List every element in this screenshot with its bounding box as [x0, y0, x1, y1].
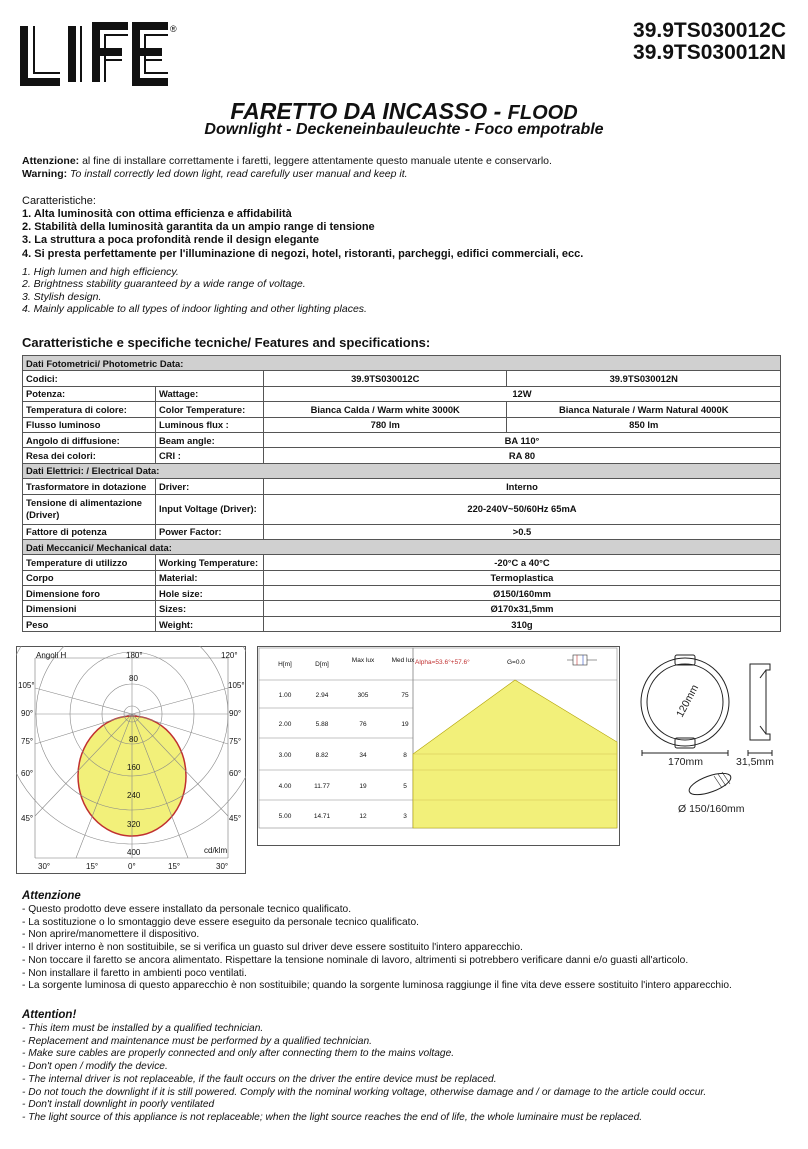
list-item: - Non installare il faretto in ambienti poco ventilati.	[22, 967, 247, 979]
list-item: - The internal driver is not replaceable, if the fault occurs on the driver the entire device must be replaced.	[22, 1073, 497, 1085]
codici-label: Codici:	[23, 371, 264, 386]
attenzione-heading: Attenzione	[22, 890, 81, 902]
attenzione-text: al fine di installare correttamente i faretti, leggere attentamente questo manuale utente e conservarlo.	[79, 155, 552, 167]
row-label-it: Dimensione foro	[23, 586, 156, 601]
product-codes	[633, 20, 786, 64]
table-row	[23, 386, 781, 401]
polar-bottom-label: 0°	[128, 862, 136, 871]
title-main: FARETTO DA INCASSO -	[230, 98, 508, 124]
illum-cell: 19	[359, 783, 367, 790]
attenzione-list	[22, 904, 792, 993]
illum-cell: 8.82	[315, 752, 329, 759]
polar-ring-label: 80	[129, 674, 138, 683]
row-value-c: Bianca Calda / Warm white 3000K	[263, 402, 507, 417]
feature-it-item: 4. Si presta perfettamente per l'illuminazione di negozi, hotel, ristoranti, parcheggi, edifici commerciali, ecc.	[22, 247, 584, 260]
row-label-it: Potenza:	[23, 386, 156, 401]
row-label-en: Working Temperature:	[155, 555, 263, 570]
electrical-header: Dati Elettrici: / Electrical Data:	[23, 463, 781, 478]
polar-bottom-label: 15°	[168, 862, 181, 871]
table-row	[23, 570, 781, 585]
title-small: FLOOD	[507, 102, 578, 124]
features-heading: Caratteristiche:	[22, 195, 96, 207]
table-row	[23, 402, 781, 417]
illum-cell: 8	[403, 752, 407, 759]
code-n-cell: 39.9TS030012N	[507, 371, 781, 386]
illum-cell: 5.00	[278, 813, 292, 820]
list-item: - La sorgente luminosa di questo apparecchio è non sostituibile; quando la sorgente luminosa raggiunge il fine vita deve essere sostituito l'intero apparecchio.	[22, 980, 732, 992]
polar-side-label: 75°	[21, 737, 34, 746]
row-label-en: Sizes:	[155, 601, 263, 616]
row-label-en: Hole size:	[155, 586, 263, 601]
row-label-en: Driver:	[155, 479, 263, 494]
row-value: Termoplastica	[263, 570, 780, 585]
illum-cell: 11.77	[314, 783, 330, 790]
hole-label: Ø 150/160mm	[678, 803, 745, 815]
list-item: - Don't open / modify the device.	[22, 1061, 168, 1073]
polar-ring-label: 240	[127, 791, 141, 800]
features-list-it	[22, 208, 583, 261]
illum-cell: 76	[359, 721, 367, 728]
illum-header: H[m]	[278, 661, 292, 668]
feature-en-item: 3. Stylish design.	[22, 290, 102, 303]
row-value-c: 780 lm	[263, 417, 507, 432]
row-label-it: Angolo di diffusione:	[23, 432, 156, 447]
table-row	[23, 417, 781, 432]
row-label-it: Peso	[23, 616, 156, 631]
row-label-en: Input Voltage (Driver):	[155, 494, 263, 524]
polar-side-label: 90°	[229, 709, 242, 718]
polar-side-label: 60°	[21, 769, 34, 778]
polar-side-label: 75°	[229, 737, 242, 746]
row-value: BA 110°	[263, 432, 780, 447]
feature-it-item: 3. La struttura a poca profondità rende il design elegante	[22, 234, 320, 247]
list-item: - Do not touch the downlight if it is still powered. Comply with the nominal working voltage, otherwise damage and / or damage to the article could occur.	[22, 1086, 707, 1098]
illum-cell: 14.71	[313, 813, 331, 820]
row-label-it: Flusso luminoso	[23, 417, 156, 432]
row-label-it: Dimensioni	[23, 601, 156, 616]
product-code-n: 39.9TS030012N	[633, 41, 786, 64]
feature-it-item: 1. Alta luminosità con ottima efficienza e affidabilità	[22, 208, 292, 220]
warning-text: To install correctly led down light, read carefully user manual and keep it.	[67, 167, 408, 180]
list-item: - The light source of this appliance is not replaceable; when the light source reaches the end of life, the whole luminaire must be replaced.	[22, 1111, 643, 1123]
polar-side-label: 60°	[229, 769, 242, 778]
polar-side-label: 45°	[21, 814, 34, 823]
table-row	[23, 448, 781, 463]
illum-header: D[m]	[315, 661, 329, 668]
list-item: - This item must be installed by a qualified technician.	[22, 1023, 264, 1034]
specs-heading: Caratteristiche e specifiche tecniche/ Features and specifications:	[22, 335, 431, 350]
row-label-it: Trasformatore in dotazione	[23, 479, 156, 494]
illum-cell: 3.00	[278, 752, 292, 759]
attention-heading: Attention!	[22, 1009, 77, 1021]
polar-unit: cd/klm	[204, 846, 228, 855]
illum-cell: 4.00	[278, 783, 292, 790]
row-value: Ø150/160mm	[263, 586, 780, 601]
row-value-n: 850 lm	[507, 417, 781, 432]
illum-cell: 75	[401, 692, 409, 699]
polar-top-label: 180°	[126, 651, 143, 660]
row-value: Ø170x31,5mm	[263, 601, 780, 616]
polar-bottom-label: 30°	[38, 862, 51, 871]
row-value: RA 80	[263, 448, 780, 463]
feature-en-item: 2. Brightness stability guaranteed by a wide range of voltage.	[22, 278, 306, 291]
polar-side-label: 45°	[229, 814, 242, 823]
specs-table	[22, 355, 781, 632]
table-row	[23, 524, 781, 539]
list-item: - Non toccare il faretto se ancora alimentato. Rispettare la tensione nominale di lavoro, altrimenti si potrebbero verificare danni e/o guasti all'articolo.	[22, 954, 689, 966]
attention-list	[22, 1023, 792, 1125]
polar-ring-label: 320	[127, 820, 141, 829]
row-value-n: Bianca Naturale / Warm Natural 4000K	[507, 402, 781, 417]
row-value: Interno	[263, 479, 780, 494]
row-label-en: Beam angle:	[155, 432, 263, 447]
row-label-en: Color Temperature:	[155, 402, 263, 417]
polar-top-label: 120°	[221, 651, 238, 660]
table-row	[23, 601, 781, 616]
polar-title: Angoli H	[36, 651, 67, 660]
row-label-en: Weight:	[155, 616, 263, 631]
table-row	[23, 494, 781, 524]
polar-side-label: 90°	[21, 709, 34, 718]
polar-ring-label: 80	[129, 735, 138, 744]
mechanical-header: Dati Meccanici/ Mechanical data:	[23, 539, 781, 554]
row-label-it: Corpo	[23, 570, 156, 585]
feature-it-item: 2. Stabilità della luminosità garantita da un ampio range di tensione	[22, 221, 375, 234]
row-value: 310g	[263, 616, 780, 631]
table-row	[23, 586, 781, 601]
warning-label: Warning:	[22, 167, 68, 180]
features-list-en	[22, 266, 367, 316]
row-label-it: Fattore di potenza	[23, 524, 156, 539]
table-row	[23, 616, 781, 631]
row-label-en: Wattage:	[155, 386, 263, 401]
intro-text	[22, 155, 792, 180]
table-row	[23, 432, 781, 447]
illum-cell: 2.00	[278, 721, 292, 728]
row-label-en: CRI :	[155, 448, 263, 463]
code-c-cell: 39.9TS030012C	[263, 371, 507, 386]
list-item: - Don't install downlight in poorly ventilated	[22, 1099, 215, 1111]
polar-bottom-label: 15°	[86, 862, 99, 871]
g-label: G=0.0	[507, 659, 525, 666]
list-item: - Questo prodotto deve essere installato da personale tecnico qualificato.	[22, 904, 352, 915]
feature-en-item: 4. Mainly applicable to all types of indoor lighting and other lighting places.	[22, 303, 367, 316]
illum-cell: 3	[403, 813, 407, 820]
polar-side-label: 105°	[228, 681, 245, 690]
illum-cell: 2.94	[315, 692, 329, 699]
row-label-it: Tensione di alimentazione (Driver)	[23, 494, 156, 524]
attenzione-label: Attenzione:	[22, 155, 80, 167]
row-value: >0.5	[263, 524, 780, 539]
row-value: 12W	[263, 386, 780, 401]
list-item: - Replacement and maintenance must be performed by a qualified technician.	[22, 1035, 372, 1047]
row-label-en: Luminous flux :	[155, 417, 263, 432]
life-logo	[20, 20, 180, 90]
row-label-it: Resa dei colori:	[23, 448, 156, 463]
product-code-c: 39.9TS030012C	[633, 19, 786, 42]
row-label-it: Temperatura di colore:	[23, 402, 156, 417]
illum-cell: 1.00	[278, 692, 292, 699]
row-value: 220-240V~50/60Hz 65mA	[263, 494, 780, 524]
row-label-it: Temperature di utilizzo	[23, 555, 156, 570]
illum-cell: 305	[357, 692, 369, 699]
list-item: - La sostituzione o lo smontaggio deve essere eseguito da personale tecnico qualificato.	[22, 916, 419, 928]
illum-cell: 5.88	[315, 721, 329, 728]
registered-mark: ®	[170, 24, 177, 34]
illum-cell: 34	[359, 752, 367, 759]
table-row	[23, 371, 781, 386]
dimension-drawing	[630, 650, 790, 820]
alpha-label: Alpha=53.6°+57.6°	[415, 659, 470, 666]
table-row	[23, 479, 781, 494]
list-item: - Non aprire/manomettere il dispositivo.	[22, 929, 200, 941]
list-item: - Il driver interno è non sostituibile, se si verifica un guasto sul driver deve essere sostituito l'intero apparecchio.	[22, 942, 523, 954]
row-label-en: Material:	[155, 570, 263, 585]
polar-diagram	[16, 646, 246, 874]
photometric-header: Dati Fotometrici/ Photometric Data:	[23, 356, 781, 371]
illum-cell: 5	[403, 783, 407, 790]
illum-cell: 19	[401, 721, 409, 728]
polar-side-label: 105°	[18, 681, 35, 690]
inner-diameter-label: 120mm	[674, 682, 702, 720]
list-item: - Make sure cables are properly connected and only after connecting them to the mains voltage.	[22, 1048, 455, 1060]
diameter-label: 170mm	[668, 756, 704, 768]
illuminance-diagram	[257, 646, 620, 846]
polar-ring-label: 160	[127, 763, 141, 772]
illum-header: Max lux	[351, 657, 375, 664]
page-subtitle: Downlight - Deckeneinbauleuchte - Foco empotrable	[204, 121, 604, 138]
polar-ring-label: 400	[127, 848, 141, 857]
feature-en-item: 1. High lumen and high efficiency.	[22, 266, 179, 278]
illum-header: Med lux	[391, 657, 415, 664]
polar-bottom-label: 30°	[216, 862, 229, 871]
table-row	[23, 555, 781, 570]
row-value: -20°C a 40°C	[263, 555, 780, 570]
row-label-en: Power Factor:	[155, 524, 263, 539]
illum-cell: 12	[359, 813, 367, 820]
height-label: 31,5mm	[736, 756, 774, 768]
